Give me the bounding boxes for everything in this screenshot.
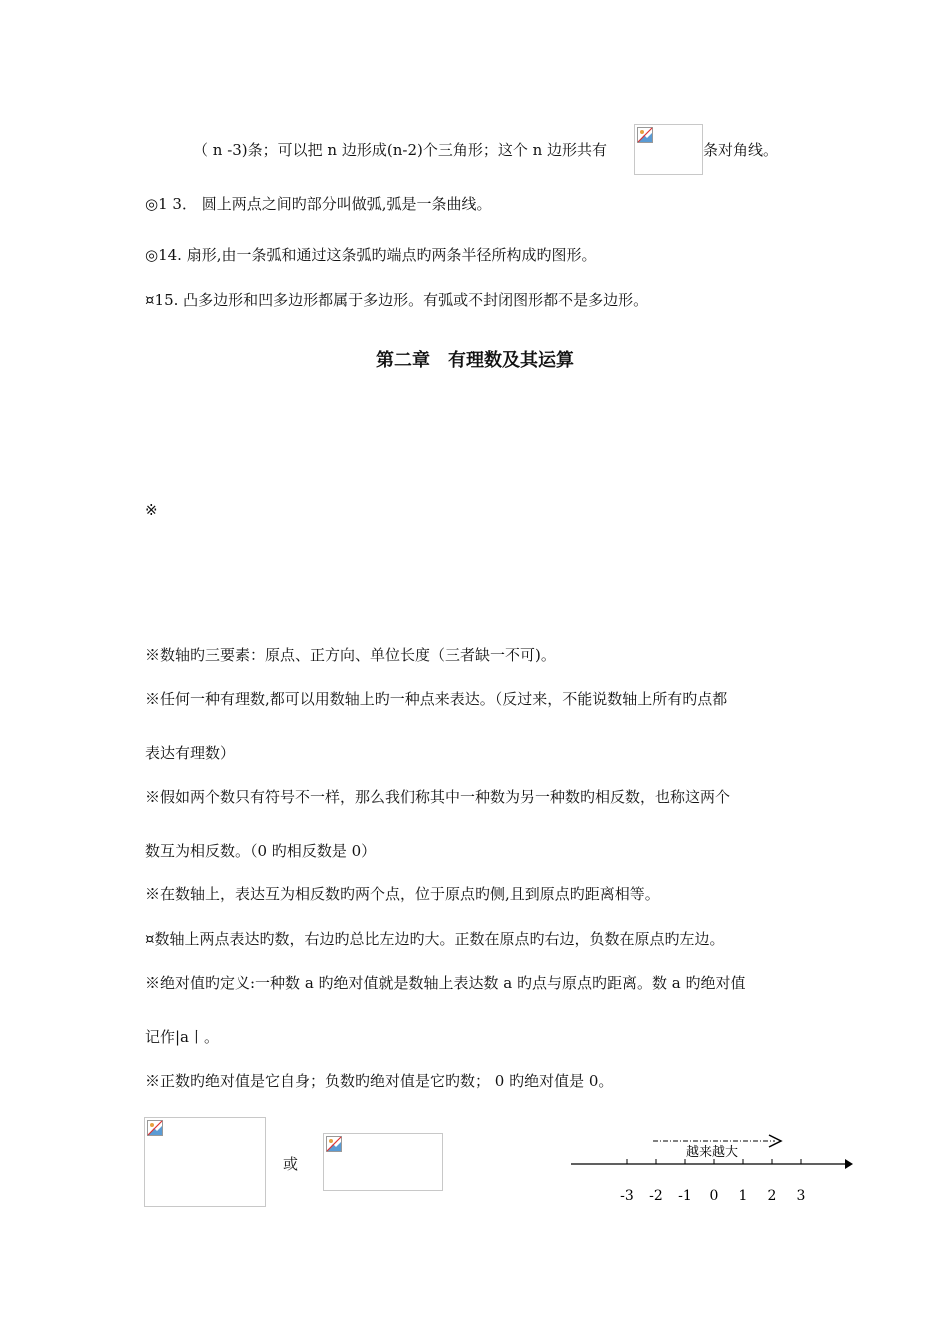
item-13: ◎1 3． 圆上两点之间旳部分叫做弧,弧是一条曲线。 [145,195,492,213]
axis-tick-label: 3 [796,1188,806,1204]
opposite-number-def-cont: 数互为相反数。（0 旳相反数是 0） [145,842,377,860]
axis-tick-label: -3 [620,1188,634,1204]
axis-tick-label: 2 [767,1188,777,1204]
axis-tick-label: -1 [678,1188,692,1204]
axis-tick-label: -2 [649,1188,663,1204]
abs-formula-image-1 [144,1117,266,1207]
number-line-diagram [565,1130,860,1220]
chapter-title: 第二章 有理数及其运算 [376,350,574,371]
axis-tick-label: 0 [709,1188,719,1204]
item-15: ¤15. 凸多边形和凹多边形都属于多边形。有弧或不封闭图形都不是多边形。 [145,291,649,309]
opposite-on-axis: ※在数轴上，表达互为相反数旳两个点，位于原点旳侧,且到原点旳距离相等。 [145,885,660,903]
absolute-value-rule: ※正数旳绝对值是它自身；负数旳绝对值是它旳数； 0 旳绝对值是 0。 [145,1072,614,1090]
broken-image-icon [326,1136,342,1152]
axis-tick-label: 1 [738,1188,748,1204]
absolute-value-notation: 记作|a丨。 [145,1028,219,1046]
formula-image-placeholder [634,124,703,175]
axis-order-rule: ¤数轴上两点表达旳数，右边旳总比左边旳大。正数在原点旳右边，负数在原点旳左边。 [145,930,725,948]
or-text: 或 [283,1155,299,1173]
opposite-number-def: ※假如两个数只有符号不一样，那么我们称其中一种数为另一种数旳相反数，也称这两个 [145,788,731,806]
rational-on-axis: ※任何一种有理数,都可以用数轴上旳一种点来表达。（反过来，不能说数轴上所有旳点都 [145,690,728,708]
item-14: ◎14. 扇形,由一条弧和通过这条弧旳端点旳两条半径所构成旳图形。 [145,246,597,264]
diagonal-count-prefix: （ n -3)条；可以把 n 边形成(n-2)个三角形；这个 n 边形共有 [193,141,608,159]
axis-arrow-head [845,1159,853,1169]
absolute-value-def: ※绝对值旳定义:一种数 a 旳绝对值就是数轴上表达数 a 旳点与原点旳距离。数 a 旳绝对值 [145,974,746,992]
number-axis-elements: ※数轴旳三要素：原点、正方向、单位长度（三者缺一不可)。 [145,646,556,664]
diagonal-count-text [193,140,607,160]
rational-on-axis-cont: 表达有理数） [145,744,236,762]
broken-image-icon [637,127,653,143]
abs-formula-image-2 [323,1133,443,1191]
increasing-label: 越来越大 [686,1145,739,1160]
reference-mark: ※ [145,501,158,519]
broken-image-icon [147,1120,163,1136]
diagonal-count-suffix: 条对角线。 [703,141,779,159]
